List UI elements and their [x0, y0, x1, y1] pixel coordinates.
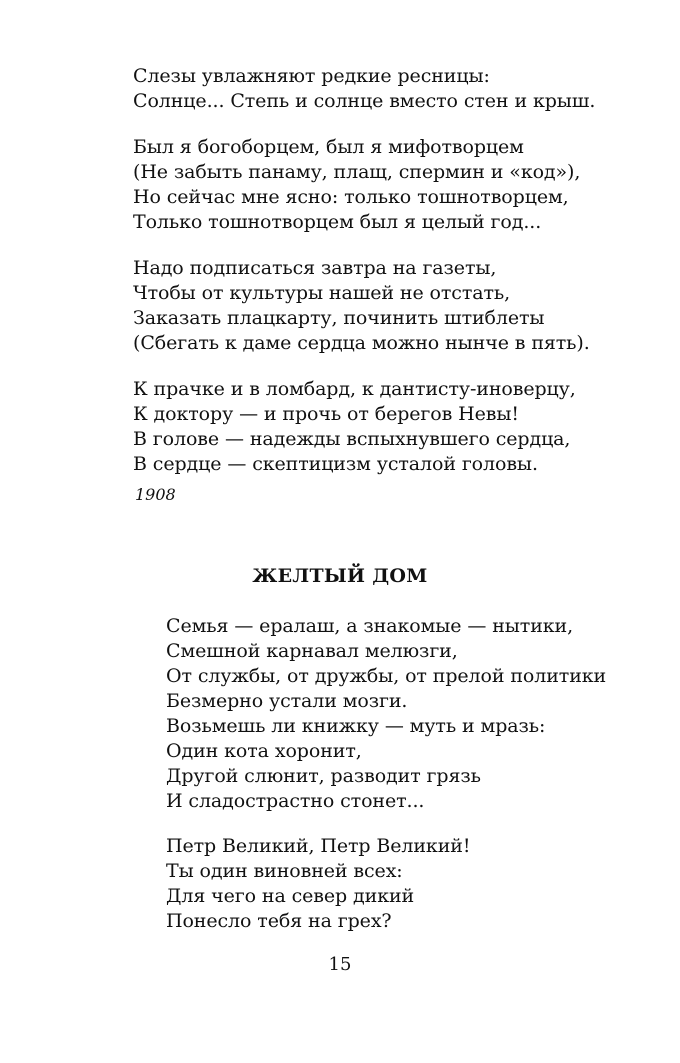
poem-line: Только тошнотворцем был я целый год... [133, 211, 542, 233]
poem-title: ЖЕЛТЫЙ ДОМ [252, 565, 428, 587]
poem-line: Возьмешь ли книжку — муть и мразь: [166, 715, 546, 737]
poem-date: 1908 [135, 485, 176, 504]
poem-line: К прачке и в ломбард, к дантисту-иноверцу, [133, 378, 576, 400]
poem-line: Смешной карнавал мелюзги, [166, 640, 458, 662]
poem-line: Заказать плацкарту, починить штиблеты [133, 307, 545, 329]
poem-line: Другой слюнит, разводит грязь [166, 765, 481, 787]
poem-line: Слезы увлажняют редкие ресницы: [133, 65, 490, 87]
poem-line: Чтобы от культуры нашей не отстать, [133, 282, 511, 304]
poem-line: Был я богоборцем, был я мифотворцем [133, 136, 524, 158]
poem-line: (Не забыть панаму, плащ, спермин и «код»), [133, 161, 581, 183]
poem-line: Безмерно устали мозги. [166, 690, 408, 712]
poem-line: В сердце — скептицизм усталой головы. [133, 453, 538, 475]
page-number: 15 [328, 954, 352, 975]
poem-line: Ты один виновней всех: [166, 860, 403, 882]
poem-line: В голове — надежды вспыхнувшего сердца, [133, 428, 571, 450]
poem-line: К доктору — и прочь от берегов Невы! [133, 403, 519, 425]
poem-line: Но сейчас мне ясно: только тошнотворцем, [133, 186, 569, 208]
poem-line: Надо подписаться завтра на газеты, [133, 257, 497, 279]
poem-line: (Сбегать к даме сердца можно нынче в пять). [133, 332, 590, 354]
poem-line: Для чего на север дикий [166, 885, 415, 907]
poem-line: Семья — ералаш, а знакомые — нытики, [166, 615, 574, 637]
poem-line: Солнце... Степь и солнце вместо стен и крыш. [133, 90, 596, 112]
poem-line: Петр Великий, Петр Великий! [166, 835, 471, 857]
poem-line: От службы, от дружбы, от прелой политики [166, 665, 607, 687]
poem-line: И сладострастно стонет... [166, 790, 425, 812]
poem-line: Понесло тебя на грех? [166, 910, 392, 932]
poem-line: Один кота хоронит, [166, 740, 362, 762]
